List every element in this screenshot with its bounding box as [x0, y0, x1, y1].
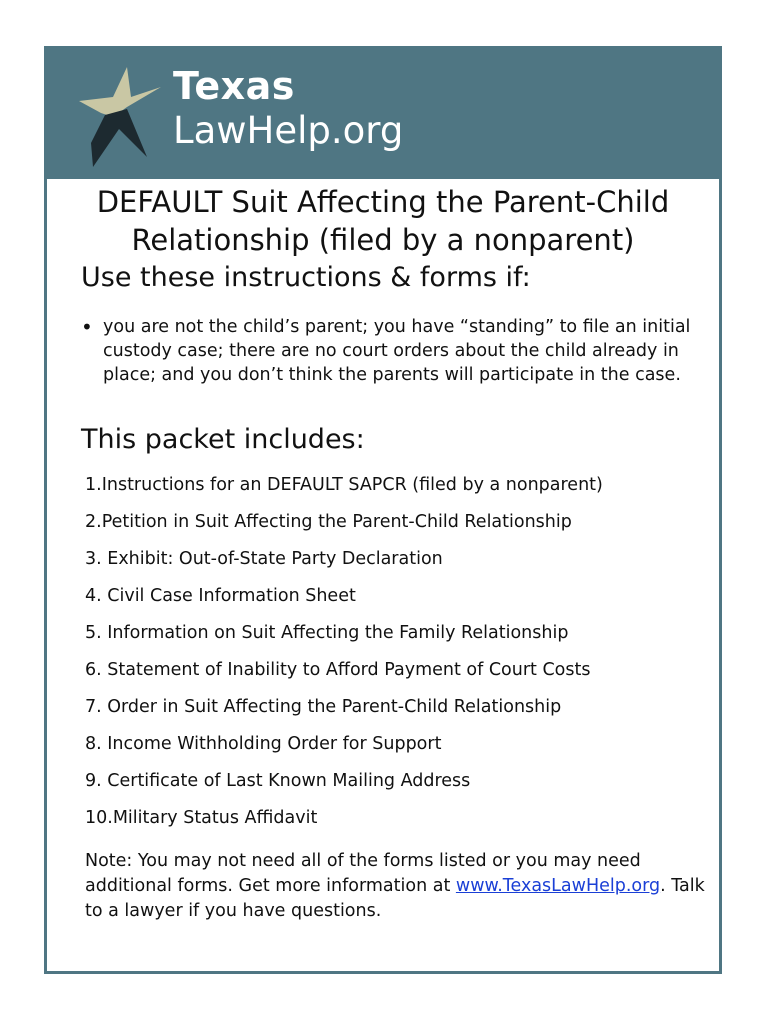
- eligibility-text: you are not the child’s parent; you have “standing” to file an initial custody case; there are no court orders about the child already in place; and you don’t think the parents will participate in the case.: [103, 317, 691, 385]
- list-item: 6. Statement of Inability to Afford Payment of Court Costs: [85, 660, 591, 680]
- list-item: 1.Instructions for an DEFAULT SAPCR (filed by a nonparent): [85, 475, 603, 495]
- list-item: 7. Order in Suit Affecting the Parent-Child Relationship: [85, 697, 562, 717]
- list-item: 4. Civil Case Information Sheet: [85, 586, 356, 606]
- list-item: 3. Exhibit: Out-of-State Party Declaration: [85, 549, 443, 569]
- packet-cover: [44, 46, 722, 974]
- list-item: 2.Petition in Suit Affecting the Parent-Child Relationship: [85, 512, 572, 532]
- list-item: 5. Information on Suit Affecting the Family Relationship: [85, 623, 569, 643]
- brand-lawhelp: LawHelp.org: [173, 109, 404, 152]
- list-item: 8. Income Withholding Order for Support: [85, 734, 442, 754]
- packet-heading: This packet includes:: [81, 424, 365, 455]
- bullet-dot: •: [81, 315, 93, 339]
- eligibility-bullet: [81, 315, 701, 387]
- note-paragraph: [85, 849, 705, 924]
- header-banner: [47, 49, 719, 179]
- texas-star-logo-icon: [61, 57, 171, 169]
- note-text: Note: You may not need all of the forms listed or you may need additional forms. Get more information at: [85, 851, 641, 896]
- list-item: 9. Certificate of Last Known Mailing Address: [85, 771, 471, 791]
- note-text-end: . Talk to a lawyer if you have questions.: [85, 876, 705, 921]
- use-heading: Use these instructions & forms if:: [81, 262, 531, 293]
- packet-list: [85, 473, 705, 843]
- texaslawhelp-link[interactable]: www.TexasLawHelp.org: [455, 876, 661, 896]
- page-title: DEFAULT Suit Affecting the Parent-Child Relationship (filed by a nonparent): [96, 185, 670, 257]
- brand-texas: Texas: [173, 64, 295, 108]
- list-item: 10.Military Status Affidavit: [85, 808, 318, 828]
